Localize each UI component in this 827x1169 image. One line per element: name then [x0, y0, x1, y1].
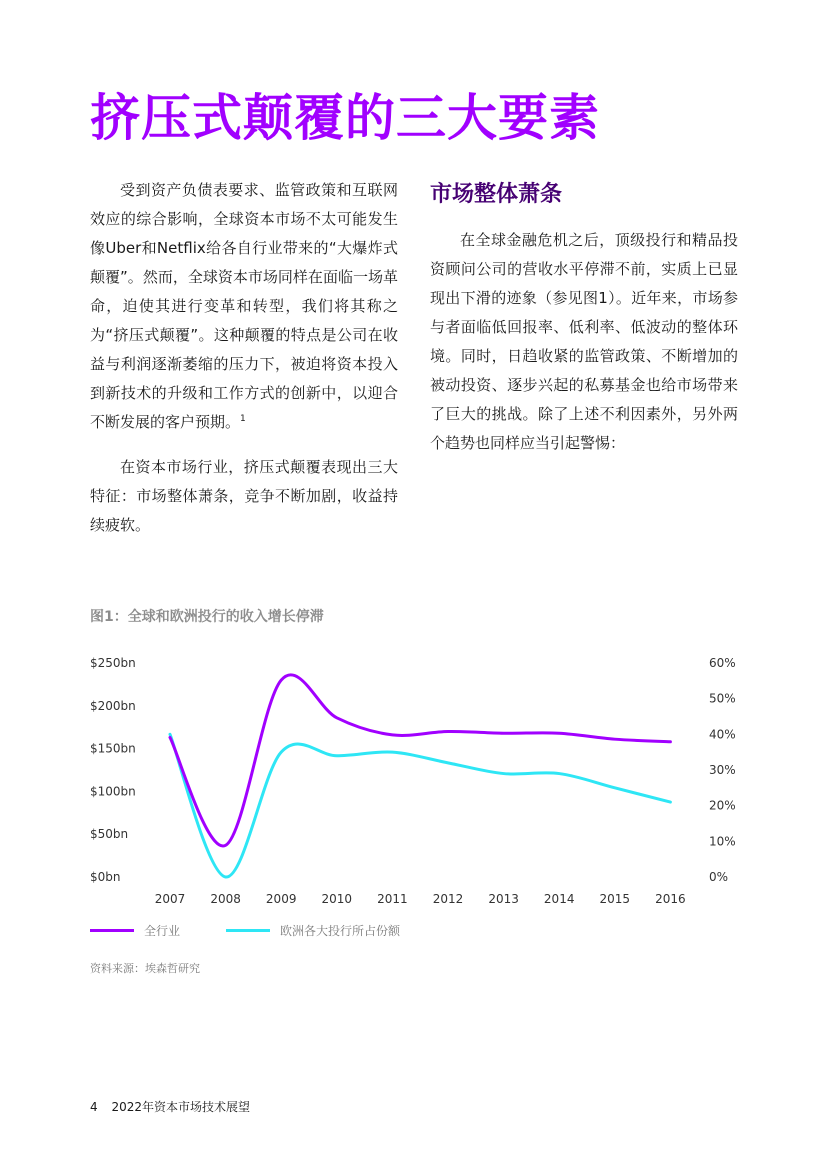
- y-left-tick-label: $250bn: [90, 656, 136, 670]
- page-footer: [90, 1098, 250, 1115]
- y-right-tick-label: 0%: [709, 870, 729, 884]
- y-right-tick-label: 40%: [709, 727, 736, 742]
- y-left-tick-label: $100bn: [90, 784, 136, 799]
- page-title: 挤压式颠覆的三大要素: [90, 89, 600, 147]
- y-left-tick-label: $50bn: [90, 827, 129, 842]
- features-paragraph: 在资本市场行业，挤压式颠覆表现出三大特征：市场整体萧条，竞争不断加剧，收益持续疲软。: [90, 458, 398, 534]
- y-left-tick-label: $0bn: [90, 870, 121, 884]
- intro-paragraph: [90, 176, 398, 437]
- series-line-europe: [170, 734, 670, 877]
- section-heading: 市场整体萧条: [430, 182, 563, 207]
- footer-title: 2022年资本市场技术展望: [111, 1100, 251, 1114]
- revenue-line-chart: [0, 640, 827, 920]
- x-tick-label: 2012: [432, 892, 464, 906]
- x-tick-label: 2016: [655, 892, 686, 906]
- legend-swatch-industry: [90, 929, 134, 932]
- x-tick-label: 2009: [265, 892, 297, 906]
- footnote-ref: 1: [240, 414, 246, 424]
- intro-paragraph-text: 受到资产负债表要求、监管政策和互联网效应的综合影响，全球资本市场不太可能发生像Uber和Netflix给各自行业带来的“大爆炸式颠覆”。然而，全球资本市场同样在面临一场革命，迫使其进行变革和转型，我们将其称之为“挤压式颠覆”。这种颠覆的特点是公司在收益与利润逐渐萎缩的压力下，被迫将资本投入到新技术的升级和工作方式的创新中，以迎合不断发展的客户预期。: [90, 181, 398, 431]
- x-tick-label: 2014: [543, 892, 575, 906]
- left-column: [90, 176, 398, 556]
- right-column: [430, 176, 738, 474]
- legend-item-europe: [226, 922, 400, 939]
- source-note: 资料来源：埃森哲研究: [90, 962, 200, 975]
- x-tick-label: 2010: [321, 892, 353, 906]
- legend-label-industry: 全行业: [144, 924, 181, 938]
- x-tick-label: 2015: [599, 892, 631, 906]
- figure-title: 图1：全球和欧洲投行的收入增长停滞: [90, 609, 324, 625]
- x-tick-label: 2007: [154, 892, 186, 906]
- x-tick-label: 2013: [488, 892, 519, 906]
- market-paragraph: 在全球金融危机之后，顶级投行和精品投资顾问公司的营收水平停滞不前，实质上已显现出下滑的迹象（参见图1）。近年来，市场参与者面临低回报率、低利率、低波动的整体环境。同时，日趋收紧的监管政策、不断增加的被动投资、逐步兴起的私募基金也给市场带来了巨大的挑战。除了上述不利因素外，另外两个趋势也同样应当引起警惕：: [430, 231, 738, 452]
- series-line-industry: [170, 675, 670, 846]
- x-tick-label: 2008: [210, 892, 241, 906]
- y-right-tick-label: 10%: [709, 834, 736, 849]
- y-left-tick-label: $150bn: [90, 741, 136, 756]
- legend-swatch-europe: [226, 929, 270, 932]
- y-left-tick-label: $200bn: [90, 698, 136, 713]
- page-number: 4: [90, 1100, 98, 1114]
- y-right-tick-label: 30%: [709, 763, 736, 777]
- legend-label-europe: 欧洲各大投行所占份额: [280, 924, 401, 938]
- y-right-tick-label: 50%: [709, 691, 736, 706]
- y-right-tick-label: 20%: [709, 798, 736, 813]
- x-tick-label: 2011: [377, 892, 408, 906]
- y-right-tick-label: 60%: [709, 656, 736, 670]
- legend-item-industry: [90, 922, 180, 939]
